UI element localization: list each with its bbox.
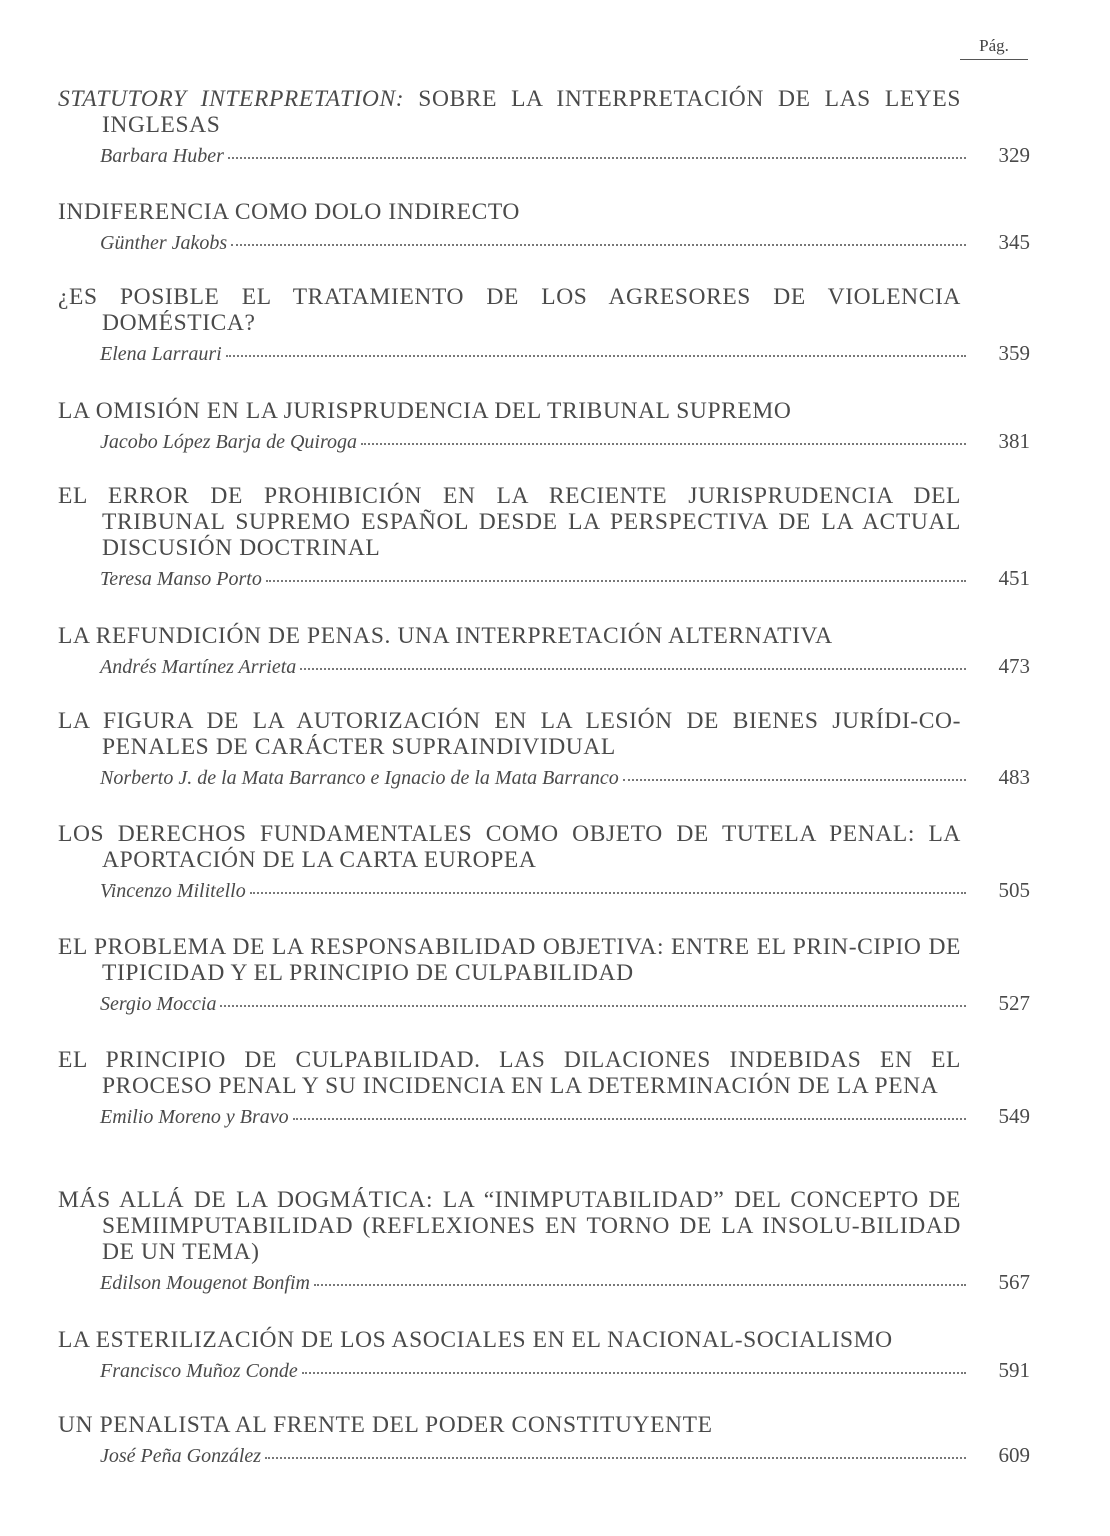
entry-title — [58, 708, 961, 760]
dot-leader — [231, 244, 966, 246]
entry-page-number: 483 — [998, 765, 1030, 789]
entry-title — [58, 398, 961, 424]
author-row — [58, 429, 1030, 454]
author-row — [58, 878, 1030, 903]
author-row — [58, 765, 1030, 790]
author-row — [58, 654, 1030, 679]
dot-leader — [314, 1284, 966, 1286]
toc-entry — [58, 284, 1030, 366]
entry-page-number: 505 — [998, 878, 1030, 902]
entry-title-text: MÁS ALLÁ DE LA DOGMÁTICA: LA “INIMPUTABILIDAD” DEL CONCEPTO DE SEMIIMPUTABILIDAD (REFLEXIONES EN TORNO DE LA INSOLU-BILIDAD DE UN TEMA) — [58, 1187, 961, 1265]
entry-author: Günther Jakobs — [100, 232, 228, 254]
toc-entry — [58, 398, 1030, 454]
entry-title-text: EL ERROR DE PROHIBICIÓN EN LA RECIENTE JURISPRUDENCIA DEL TRIBUNAL SUPREMO ESPAÑOL DESDE LA PERSPECTIVA DE LA ACTUAL DISCUSIÓN DOCTRINAL — [58, 483, 961, 561]
entry-title-text: LA REFUNDICIÓN DE PENAS. UNA INTERPRETACIÓN ALTERNATIVA — [58, 623, 833, 649]
entry-author: Norberto J. de la Mata Barranco e Ignacio de la Mata Barranco — [100, 767, 619, 789]
entry-page-number: 359 — [998, 341, 1030, 365]
entry-author: Jacobo López Barja de Quiroga — [100, 431, 358, 453]
author-row — [58, 1358, 1030, 1383]
entry-author: José Peña González — [100, 1445, 262, 1467]
entry-title-text: INDIFERENCIA COMO DOLO INDIRECTO — [58, 199, 520, 225]
entry-title — [58, 1327, 961, 1353]
entry-title-text: LA ESTERILIZACIÓN DE LOS ASOCIALES EN EL NACIONAL-SOCIALISMO — [58, 1327, 893, 1353]
entry-author: Teresa Manso Porto — [100, 568, 262, 590]
author-row — [58, 1443, 1030, 1468]
entry-author: Andrés Martínez Arrieta — [100, 656, 297, 678]
entry-title — [58, 284, 961, 336]
entry-author: Francisco Muñoz Conde — [100, 1360, 298, 1382]
author-row — [58, 341, 1030, 366]
toc-entry — [58, 199, 1030, 255]
toc-entry — [58, 821, 1030, 903]
toc-entry — [58, 934, 1030, 1016]
entry-page-number: 381 — [998, 429, 1030, 453]
toc-entry — [58, 483, 1030, 591]
entry-author: Elena Larrauri — [100, 343, 222, 365]
entry-title — [58, 199, 961, 225]
author-row — [58, 1104, 1030, 1129]
toc-entry — [58, 86, 1030, 168]
toc-entry — [58, 1327, 1030, 1383]
dot-leader — [361, 443, 966, 445]
dot-leader — [623, 779, 966, 781]
entry-page-number: 345 — [998, 230, 1030, 254]
entry-page-number: 329 — [998, 143, 1030, 167]
dot-leader — [300, 668, 966, 670]
dot-leader — [226, 355, 966, 357]
page-column-header: Pág. — [960, 36, 1028, 60]
entry-page-number: 473 — [998, 654, 1030, 678]
toc-entry — [58, 623, 1030, 679]
dot-leader — [266, 580, 966, 582]
author-row — [58, 230, 1030, 255]
author-row — [58, 566, 1030, 591]
author-row — [58, 991, 1030, 1016]
dot-leader — [293, 1118, 966, 1120]
toc-entry — [58, 1187, 1030, 1295]
entry-title — [58, 1412, 961, 1438]
entry-title — [58, 86, 961, 138]
entry-author: Emilio Moreno y Bravo — [100, 1106, 289, 1128]
entry-title — [58, 934, 961, 986]
entry-title — [58, 821, 961, 873]
entry-page-number: 609 — [998, 1443, 1030, 1467]
toc-entry — [58, 1412, 1030, 1468]
entry-title-text: EL PROBLEMA DE LA RESPONSABILIDAD OBJETIVA: ENTRE EL PRIN-CIPIO DE TIPICIDAD Y EL PRINCIPIO DE CULPABILIDAD — [58, 934, 961, 986]
entry-page-number: 527 — [998, 991, 1030, 1015]
entry-page-number: 451 — [998, 566, 1030, 590]
entry-title-text: ¿ES POSIBLE EL TRATAMIENTO DE LOS AGRESORES DE VIOLENCIA DOMÉSTICA? — [58, 284, 961, 336]
dot-leader — [220, 1005, 966, 1007]
dot-leader — [250, 892, 966, 894]
entry-author: Vincenzo Militello — [100, 880, 246, 902]
entry-title — [58, 1047, 961, 1099]
entry-title-text: LOS DERECHOS FUNDAMENTALES COMO OBJETO DE TUTELA PENAL: LA APORTACIÓN DE LA CARTA EUROPEA — [58, 821, 961, 873]
entry-title — [58, 483, 961, 561]
author-row — [58, 143, 1030, 168]
dot-leader — [228, 157, 966, 159]
entry-page-number: 591 — [998, 1358, 1030, 1382]
entry-title — [58, 1187, 961, 1265]
entry-title-text: LA FIGURA DE LA AUTORIZACIÓN EN LA LESIÓN DE BIENES JURÍDI-CO-PENALES DE CARÁCTER SUPRAINDIVIDUAL — [58, 708, 961, 760]
entry-author: Edilson Mougenot Bonfim — [100, 1272, 310, 1294]
entry-title — [58, 623, 961, 649]
entry-title-italic: STATUTORY INTERPRETATION: — [58, 86, 405, 112]
dot-leader — [265, 1457, 966, 1459]
entry-title-text: EL PRINCIPIO DE CULPABILIDAD. LAS DILACIONES INDEBIDAS EN EL PROCESO PENAL Y SU INCIDENCIA EN LA DETERMINACIÓN DE LA PENA — [58, 1047, 961, 1099]
author-row — [58, 1270, 1030, 1295]
entry-title-text: SOBRE LA INTERPRETACIÓN DE LAS LEYES INGLESAS — [102, 86, 961, 138]
entry-author: Sergio Moccia — [100, 993, 217, 1015]
toc-entry — [58, 708, 1030, 790]
dot-leader — [302, 1372, 966, 1374]
entry-title-text: UN PENALISTA AL FRENTE DEL PODER CONSTITUYENTE — [58, 1412, 713, 1438]
entry-page-number: 549 — [998, 1104, 1030, 1128]
entry-author: Barbara Huber — [100, 145, 224, 167]
entry-title-text: LA OMISIÓN EN LA JURISPRUDENCIA DEL TRIBUNAL SUPREMO — [58, 398, 792, 424]
entry-page-number: 567 — [998, 1270, 1030, 1294]
toc-entry — [58, 1047, 1030, 1129]
